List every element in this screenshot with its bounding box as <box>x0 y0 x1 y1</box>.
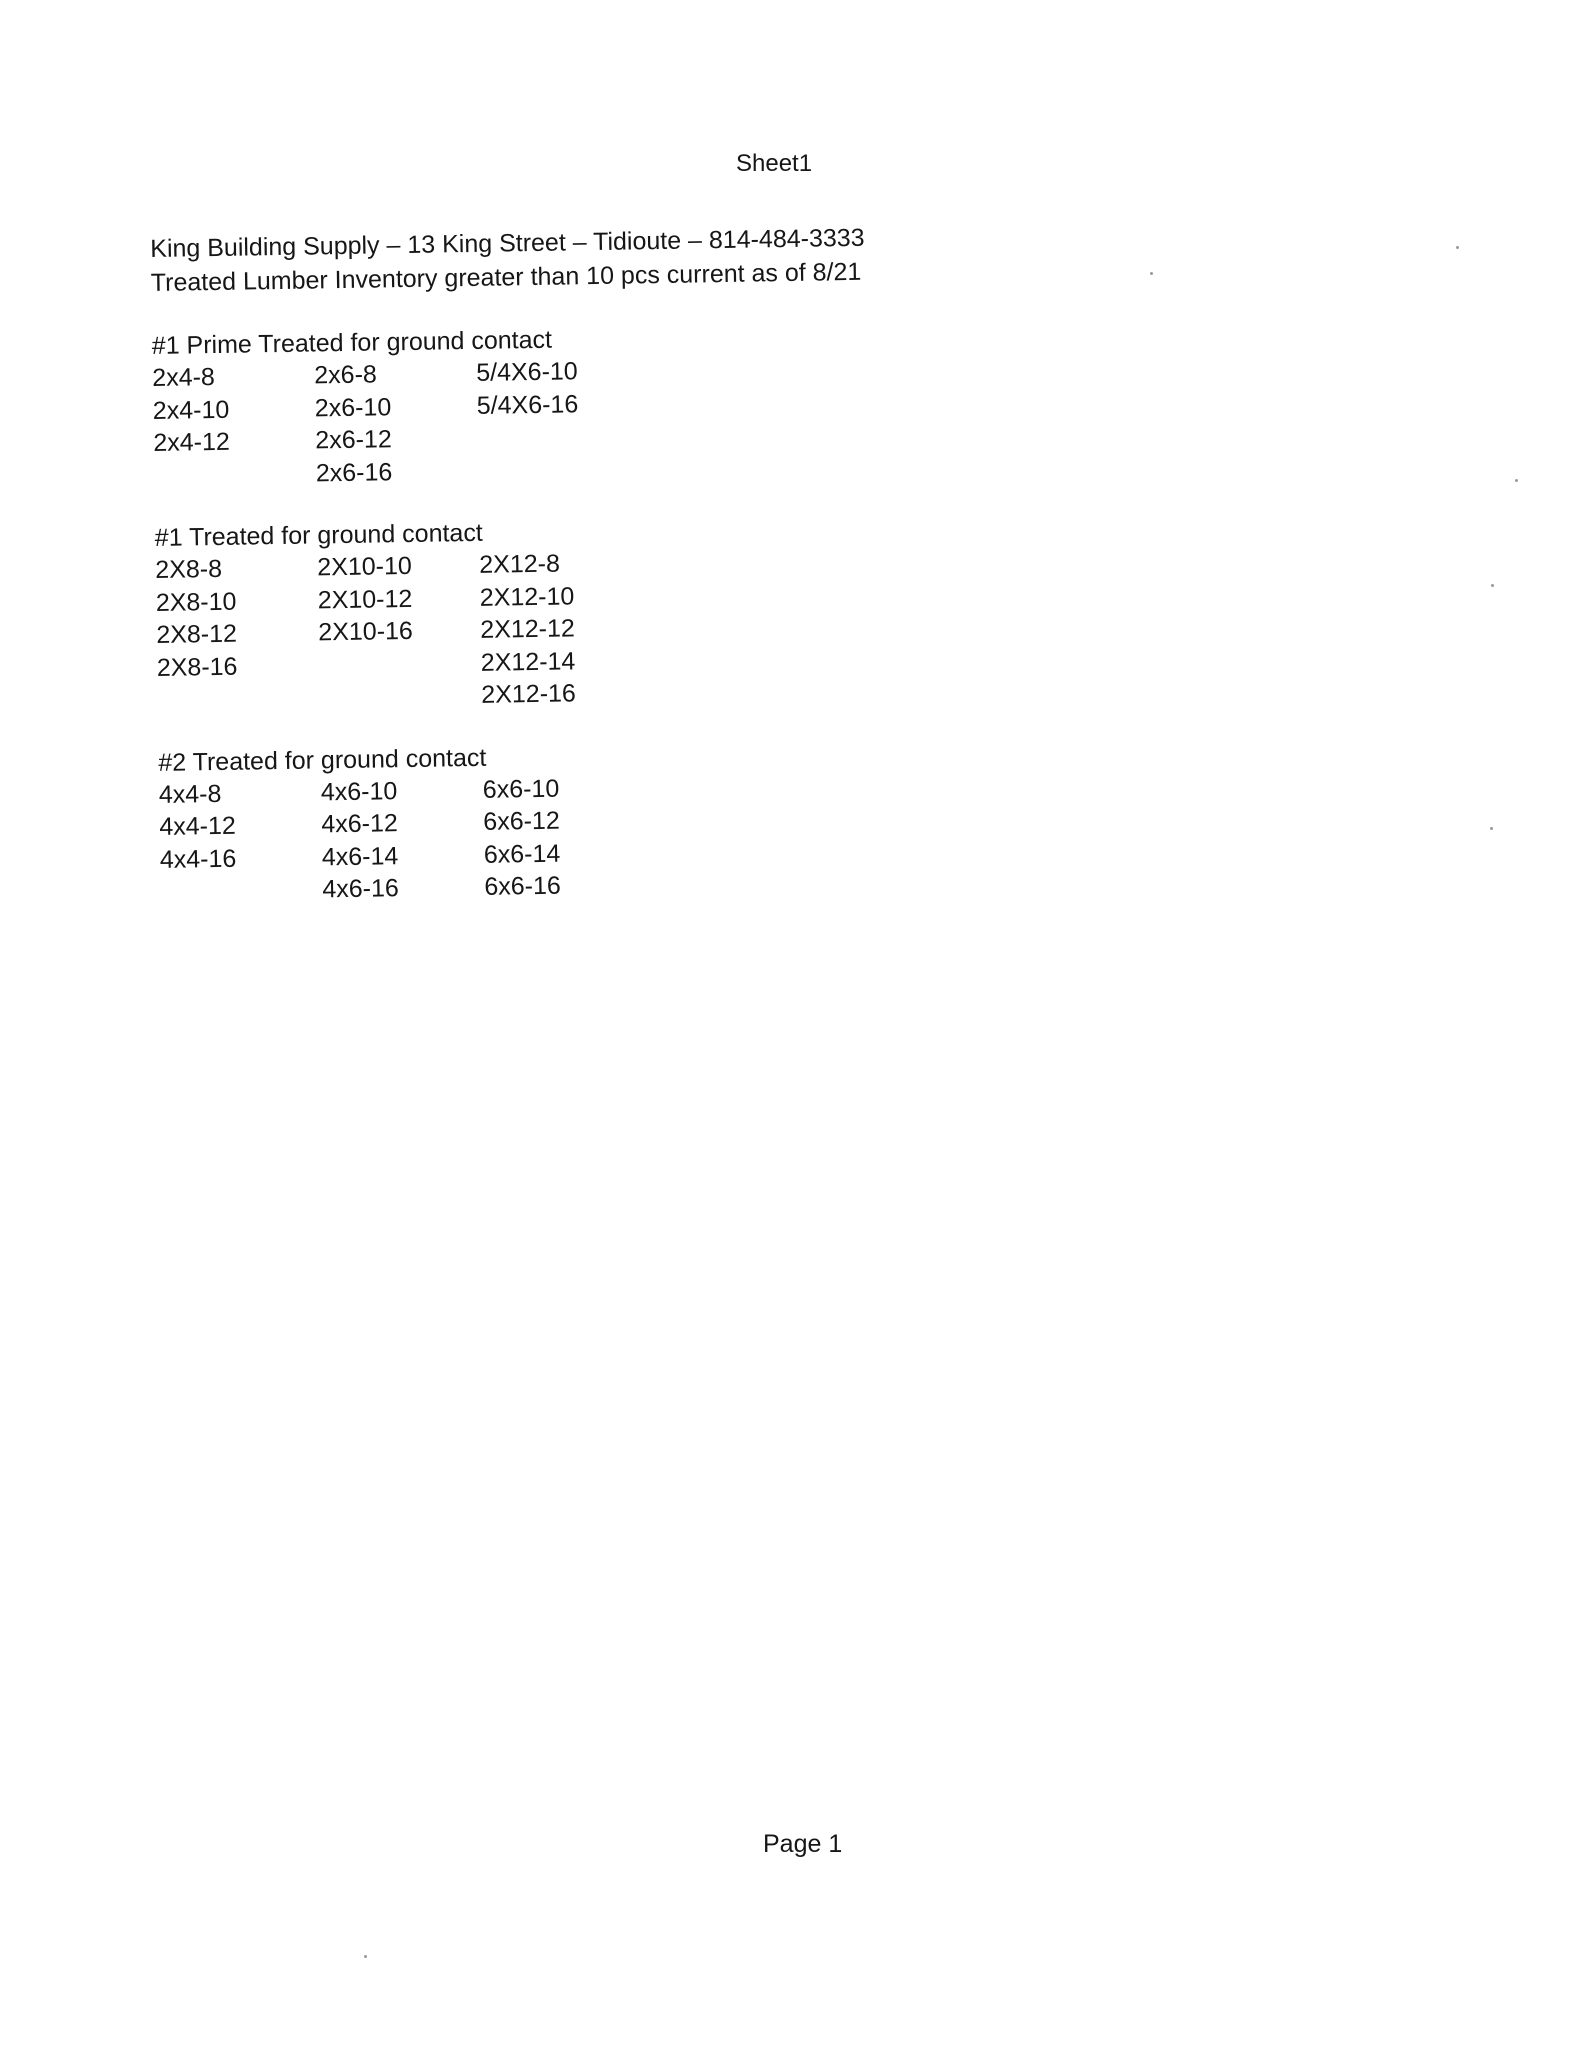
lumber-size-item: 2x6-12 <box>315 425 392 455</box>
item-column <box>321 773 485 906</box>
item-column <box>483 771 647 904</box>
lumber-size-item: 5/4X6-16 <box>476 389 579 420</box>
item-columns <box>152 350 914 492</box>
lumber-size-item: 2X10-10 <box>317 551 413 582</box>
lumber-size-item: 6x6-14 <box>483 839 561 869</box>
item-column <box>159 776 323 909</box>
inventory-sections <box>152 318 921 908</box>
lumber-size-item: 2X8-16 <box>156 652 238 682</box>
scan-speck <box>1150 272 1153 275</box>
lumber-size-item: 6x6-16 <box>484 871 561 901</box>
inventory-document <box>150 220 921 908</box>
item-column <box>152 359 316 492</box>
page-number: Page 1 <box>763 1830 843 1858</box>
lumber-size-item: 5/4X6-10 <box>476 357 578 387</box>
scan-speck <box>1515 479 1518 482</box>
item-columns <box>155 542 917 716</box>
lumber-size-item: 4x4-12 <box>159 811 237 841</box>
section-heading: #2 Treated for ground contact <box>158 743 487 777</box>
lumber-size-item: 2X12-8 <box>479 549 561 579</box>
lumber-size-item: 2x4-10 <box>152 395 230 425</box>
item-columns <box>159 766 921 908</box>
lumber-size-item: 2x6-10 <box>314 392 392 422</box>
lumber-size-item: 2X12-10 <box>479 581 575 612</box>
lumber-size-item: 2X10-16 <box>318 616 414 647</box>
lumber-size-item: 2x6-8 <box>314 360 378 390</box>
lumber-size-item: 6x6-10 <box>482 774 560 804</box>
scan-speck <box>1491 584 1494 587</box>
item-column <box>479 546 644 711</box>
scan-speck <box>1490 827 1493 830</box>
lumber-size-item: 2X12-16 <box>481 679 577 709</box>
sheet-title: Sheet1 <box>736 150 813 177</box>
lumber-size-item: 2x4-12 <box>153 427 230 457</box>
lumber-size-item: 2X8-8 <box>155 554 223 584</box>
scan-speck <box>1456 246 1459 249</box>
lumber-size-item: 2x6-16 <box>315 457 393 487</box>
scan-speck <box>364 1955 367 1958</box>
lumber-size-item: 2x4-8 <box>152 363 216 392</box>
lumber-size-item: 4x6-16 <box>322 874 400 904</box>
item-column <box>155 551 320 716</box>
item-column <box>476 354 640 487</box>
lumber-size-item: 2X8-10 <box>155 587 237 617</box>
inventory-section <box>155 510 918 716</box>
lumber-size-item: 4x6-12 <box>321 809 398 839</box>
section-heading: #1 Treated for ground contact <box>154 518 483 552</box>
inventory-description-line: Treated Lumber Inventory greater than 10 pcs current as of 8/21 <box>150 257 862 297</box>
lumber-size-item: 4x4-16 <box>159 844 237 874</box>
lumber-size-item: 2X12-12 <box>480 614 576 644</box>
inventory-section <box>158 734 920 908</box>
lumber-size-item: 4x6-14 <box>321 841 399 871</box>
lumber-size-item: 2X12-14 <box>480 646 576 677</box>
lumber-size-item: 2X10-12 <box>317 584 413 614</box>
store-info-line: King Building Supply – 13 King Street – Tidioute – 814-484-3333 <box>150 223 865 263</box>
lumber-size-item: 2X8-12 <box>156 619 238 649</box>
inventory-section <box>152 318 914 492</box>
section-heading: #1 Prime Treated for ground contact <box>151 325 553 360</box>
lumber-size-item: 6x6-12 <box>483 806 560 836</box>
lumber-size-item: 4x4-8 <box>158 779 222 809</box>
item-column <box>314 357 478 490</box>
lumber-size-item: 4x6-10 <box>320 776 398 806</box>
item-column <box>317 549 482 714</box>
